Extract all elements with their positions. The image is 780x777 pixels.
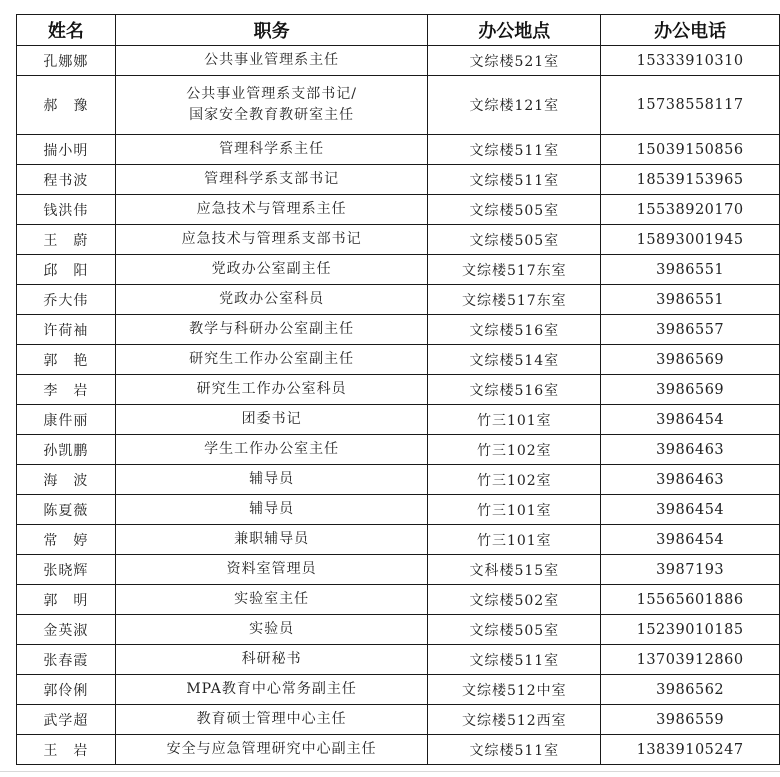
- cell-duty-line: 教学与科研办公室副主任: [189, 321, 355, 337]
- cell-duty[interactable]: [115, 735, 428, 765]
- cell-phone[interactable]: 15565601886: [601, 585, 780, 615]
- table-body: [17, 46, 780, 765]
- cell-location[interactable]: 文综楼516室: [428, 375, 601, 405]
- header-phone[interactable]: 办公电话: [601, 15, 780, 46]
- cell-name[interactable]: 邱 阳: [17, 255, 116, 285]
- cell-name[interactable]: 揣小明: [17, 135, 116, 165]
- cell-duty[interactable]: [115, 315, 428, 345]
- cell-duty[interactable]: [115, 345, 428, 375]
- cell-phone[interactable]: 15893001945: [601, 225, 780, 255]
- cell-duty-line: 应急技术与管理系支部书记: [181, 231, 362, 247]
- cell-location[interactable]: 文综楼505室: [428, 195, 601, 225]
- cell-duty[interactable]: [115, 285, 428, 315]
- cell-phone[interactable]: 3986569: [601, 345, 780, 375]
- table-row: [17, 645, 780, 675]
- contact-table: [16, 14, 780, 765]
- cell-location[interactable]: 文综楼512中室: [428, 675, 601, 705]
- table-row: [17, 525, 780, 555]
- cell-duty[interactable]: [115, 255, 428, 285]
- cell-name[interactable]: 常 婷: [17, 525, 116, 555]
- cell-duty[interactable]: [115, 645, 428, 675]
- table-row: [17, 345, 780, 375]
- cell-location[interactable]: 文综楼121室: [428, 76, 601, 135]
- table-row: [17, 615, 780, 645]
- cell-name[interactable]: 王 蔚: [17, 225, 116, 255]
- cell-duty-line: 管理科学系主任: [219, 141, 325, 157]
- table-row: [17, 585, 780, 615]
- table-row: [17, 735, 780, 765]
- cell-name[interactable]: 钱洪伟: [17, 195, 116, 225]
- sheet-gridline: [0, 771, 780, 772]
- cell-duty-line: 应急技术与管理系主任: [196, 201, 347, 217]
- header-location[interactable]: 办公地点: [428, 15, 601, 46]
- cell-duty[interactable]: [115, 225, 428, 255]
- cell-location[interactable]: 竹三102室: [428, 435, 601, 465]
- table-row: [17, 135, 780, 165]
- cell-phone[interactable]: 3986454: [601, 495, 780, 525]
- cell-phone[interactable]: 3986463: [601, 465, 780, 495]
- table-row: [17, 555, 780, 585]
- table-row: [17, 195, 780, 225]
- cell-duty-line: 国家安全教育教研室主任: [189, 107, 355, 123]
- cell-name[interactable]: 郝 豫: [17, 76, 116, 135]
- cell-phone[interactable]: 3986569: [601, 375, 780, 405]
- table-row: [17, 465, 780, 495]
- header-name[interactable]: 姓名: [17, 15, 116, 46]
- table-row: [17, 165, 780, 195]
- cell-location[interactable]: 文综楼511室: [428, 135, 601, 165]
- cell-name[interactable]: 康件丽: [17, 405, 116, 435]
- cell-duty-line: 科研秘书: [241, 651, 302, 667]
- cell-name[interactable]: 许荷袖: [17, 315, 116, 345]
- cell-name[interactable]: 张春霞: [17, 645, 116, 675]
- cell-duty-line: 研究生工作办公室副主任: [189, 351, 355, 367]
- table-row: [17, 285, 780, 315]
- cell-duty[interactable]: [115, 465, 428, 495]
- cell-duty-line: 研究生工作办公室科员: [196, 381, 347, 397]
- cell-phone[interactable]: 15333910310: [601, 46, 780, 76]
- cell-location[interactable]: 文综楼505室: [428, 225, 601, 255]
- cell-location[interactable]: 文综楼516室: [428, 315, 601, 345]
- cell-name[interactable]: 乔大伟: [17, 285, 116, 315]
- cell-duty[interactable]: [115, 525, 428, 555]
- cell-name[interactable]: 郭 明: [17, 585, 116, 615]
- cell-duty-line: 管理科学系支部书记: [204, 171, 340, 187]
- cell-phone[interactable]: 3986551: [601, 285, 780, 315]
- table-row: [17, 405, 780, 435]
- cell-phone[interactable]: 13703912860: [601, 645, 780, 675]
- table-row: [17, 705, 780, 735]
- header-row: [17, 15, 780, 46]
- cell-location[interactable]: 竹三101室: [428, 525, 601, 555]
- cell-duty-line: 党政办公室副主任: [211, 261, 332, 277]
- cell-duty-line: 实验员: [249, 621, 295, 637]
- cell-duty-line: 公共事业管理系支部书记/: [186, 86, 357, 102]
- cell-duty-line: 辅导员: [249, 501, 295, 517]
- cell-location[interactable]: 竹三102室: [428, 465, 601, 495]
- cell-duty-line: 学生工作办公室主任: [204, 441, 340, 457]
- cell-name[interactable]: 金英淑: [17, 615, 116, 645]
- table-row: [17, 225, 780, 255]
- cell-phone[interactable]: 3986454: [601, 405, 780, 435]
- cell-location[interactable]: 文综楼517东室: [428, 285, 601, 315]
- cell-duty-line: MPA教育中心常务副主任: [186, 681, 357, 697]
- cell-location[interactable]: 文综楼511室: [428, 735, 601, 765]
- cell-duty[interactable]: [115, 195, 428, 225]
- cell-name[interactable]: 程书波: [17, 165, 116, 195]
- cell-duty-line: 党政办公室科员: [219, 291, 325, 307]
- cell-phone[interactable]: 13839105247: [601, 735, 780, 765]
- cell-duty-line: 资料室管理员: [226, 561, 317, 577]
- cell-location[interactable]: 竹三101室: [428, 495, 601, 525]
- cell-duty[interactable]: [115, 76, 428, 135]
- cell-name[interactable]: 张晓辉: [17, 555, 116, 585]
- cell-phone[interactable]: 3986562: [601, 675, 780, 705]
- cell-duty-line: 团委书记: [241, 411, 302, 427]
- cell-location[interactable]: 文综楼511室: [428, 165, 601, 195]
- table-row: [17, 435, 780, 465]
- cell-location[interactable]: 文综楼505室: [428, 615, 601, 645]
- cell-duty[interactable]: [115, 135, 428, 165]
- cell-duty[interactable]: [115, 615, 428, 645]
- cell-duty[interactable]: [115, 555, 428, 585]
- cell-duty-line: 安全与应急管理研究中心副主任: [166, 741, 377, 757]
- cell-duty[interactable]: [115, 705, 428, 735]
- cell-name[interactable]: 李 岩: [17, 375, 116, 405]
- cell-duty-line: 教育硕士管理中心主任: [196, 711, 347, 727]
- table-row: [17, 375, 780, 405]
- cell-duty[interactable]: [115, 165, 428, 195]
- cell-duty[interactable]: [115, 375, 428, 405]
- cell-duty[interactable]: [115, 495, 428, 525]
- cell-location[interactable]: 文综楼511室: [428, 645, 601, 675]
- cell-phone[interactable]: 3986551: [601, 255, 780, 285]
- cell-phone[interactable]: 3987193: [601, 555, 780, 585]
- cell-name[interactable]: 武学超: [17, 705, 116, 735]
- cell-name[interactable]: 王 岩: [17, 735, 116, 765]
- cell-name[interactable]: 郭伶俐: [17, 675, 116, 705]
- cell-location[interactable]: 文综楼514室: [428, 345, 601, 375]
- table-row: [17, 495, 780, 525]
- cell-name[interactable]: 海 波: [17, 465, 116, 495]
- cell-phone[interactable]: 15239010185: [601, 615, 780, 645]
- cell-duty-line: 兼职辅导员: [234, 531, 310, 547]
- cell-location[interactable]: 文综楼512西室: [428, 705, 601, 735]
- cell-phone[interactable]: 15039150856: [601, 135, 780, 165]
- cell-location[interactable]: 文综楼517东室: [428, 255, 601, 285]
- table-row: [17, 255, 780, 285]
- cell-location[interactable]: 竹三101室: [428, 405, 601, 435]
- table-row: [17, 315, 780, 345]
- cell-phone[interactable]: 3986557: [601, 315, 780, 345]
- header-duty[interactable]: 职务: [115, 15, 428, 46]
- table-row: [17, 675, 780, 705]
- cell-name[interactable]: 郭 艳: [17, 345, 116, 375]
- table-row: [17, 46, 780, 76]
- cell-phone[interactable]: 3986559: [601, 705, 780, 735]
- cell-phone[interactable]: 3986454: [601, 525, 780, 555]
- cell-duty-line: 实验室主任: [234, 591, 310, 607]
- cell-location[interactable]: 文综楼502室: [428, 585, 601, 615]
- cell-duty[interactable]: [115, 435, 428, 465]
- cell-name[interactable]: 孔娜娜: [17, 46, 116, 76]
- table-row: [17, 76, 780, 135]
- cell-phone[interactable]: 15738558117: [601, 76, 780, 135]
- cell-location[interactable]: 文综楼521室: [428, 46, 601, 76]
- cell-duty[interactable]: [115, 405, 428, 435]
- cell-phone[interactable]: 18539153965: [601, 165, 780, 195]
- cell-duty-line: 公共事业管理系主任: [204, 52, 340, 68]
- cell-duty[interactable]: [115, 46, 428, 76]
- cell-phone[interactable]: 3986463: [601, 435, 780, 465]
- cell-name[interactable]: 陈夏薇: [17, 495, 116, 525]
- cell-duty[interactable]: [115, 585, 428, 615]
- cell-duty[interactable]: [115, 675, 428, 705]
- cell-name[interactable]: 孙凯鹏: [17, 435, 116, 465]
- cell-location[interactable]: 文科楼515室: [428, 555, 601, 585]
- cell-duty-line: 辅导员: [249, 471, 295, 487]
- cell-phone[interactable]: 15538920170: [601, 195, 780, 225]
